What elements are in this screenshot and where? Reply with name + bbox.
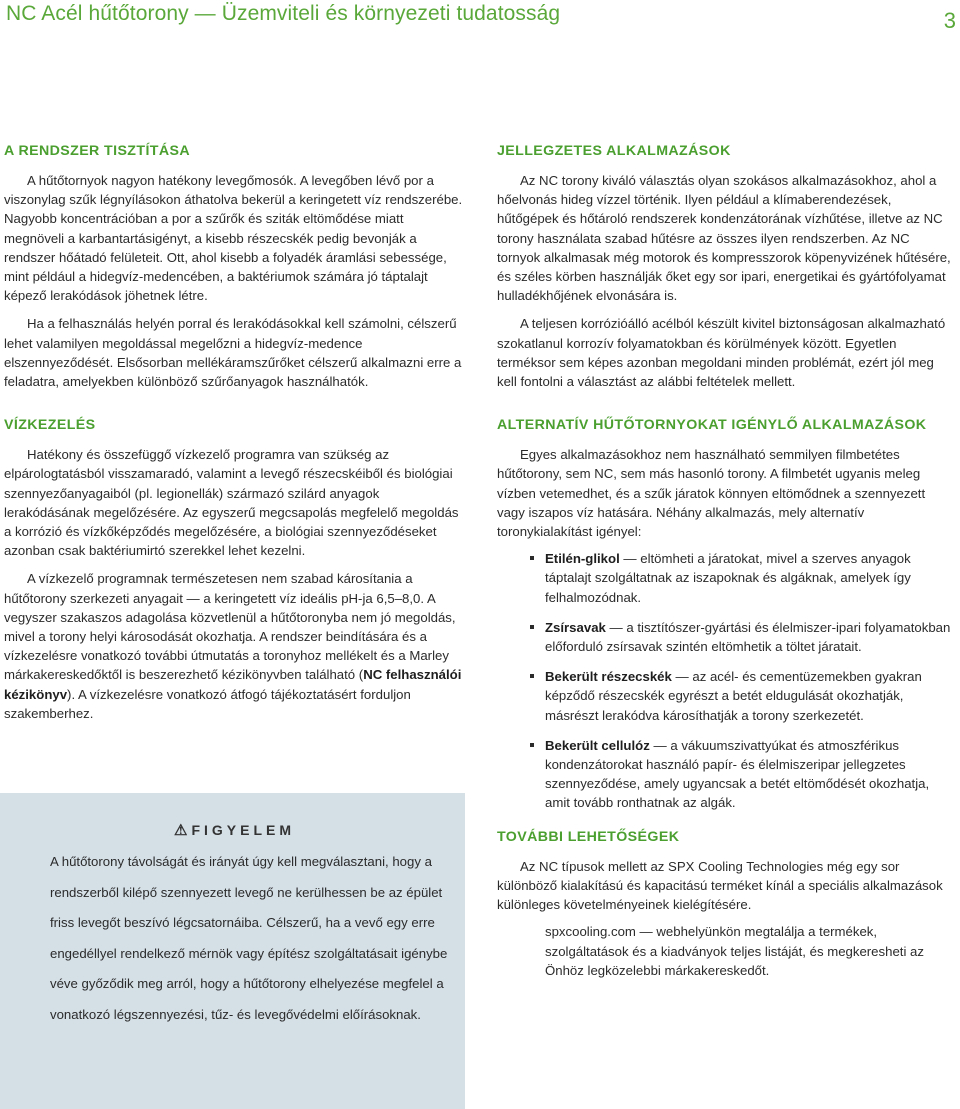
website-paragraph — [545, 922, 955, 980]
warning-text: A hűtőtorony távolságát és irányát úgy kell megválasztani, hogy a rendszerből kilépő szennyezett levegő ne kerülhessen be az épület friss levegőt beszívó légcsatornáiba. Célszerű, ha a vevő egy erre engedéllyel rendelkező mérnök vagy építész szolgáltatásait igénybe véve győződik meg arról, hogy a hűtőtorony elhelyezése megfelel a vonatkozó légszennyezési, tűz- és levegővédelmi előírásoknak. — [50, 854, 448, 1022]
paragraph: A teljesen korrózióálló acélból készült kivitel biztonságosan alkalmazható szokatlanul korrozív folyamatokban és körülmények között. Egyetlen terméksor sem képes azonban megoldani minden problémát, ezért jól meg kell fontolni a választást az alábbi feltételek mellett. — [497, 316, 946, 390]
right-column — [497, 141, 955, 980]
page-title: NC Acél hűtőtorony — Üzemviteli és környezeti tudatosság — [6, 2, 561, 25]
heading-water-treatment: VÍZKEZELÉS — [4, 417, 96, 434]
list-item-term: Etilén-glikol — [545, 551, 620, 567]
paragraph: A hűtőtornyok nagyon hatékony levegőmosók. A levegőben lévő por a viszonylag szűk légnyílásokon áthatolva bekerül a keringetett víz rendszerébe. Nagyobb koncentrációban a por a szűrők és sziták eltömődése miatt megnöveli a karbantartásigényt, a kisebb részecskék pedig bevonják a rendszer hőátadó felületeit. Ott, ahol kisebb a folyadék áramlási sebessége, mint például a hidegvíz-medencében, a baktériumok számára jó táptalajt képező lerakódások jöhetnek létre. — [4, 173, 463, 304]
paragraph: Hatékony és összefüggő vízkezelő programra van szükség az elpárologtatásból visszamaradó, valamint a levegő részecskéiből és biológiai szennyezőanyagaiból (pl. legionellák) származó szilárd anyagok lerakódásának megelőzésére. Az egyszerű megcsapolás megfelelő megoldás a korrózió és vízkőképződés megelőzésére, a biológiai szennyeződéseket azonban csak baktériumirtó szerekkel lehet kezelni. — [4, 447, 459, 559]
list-item-term: Bekerült cellulóz — [545, 737, 650, 753]
manual-reference: NC felhasználói kézikönyv — [4, 667, 462, 702]
website-text: — webhelyünkön megtalálja a termékek, szolgáltatások és a kiadványok teljes listáját, és megkeresheti az Önhöz legközelebbi márkakereskedőt. — [545, 924, 924, 978]
list-item-text: — az acél- és cementüzemekben gyakran képződő részecskék egyrészt a betét eldugulását okozhatják, másrészt lerakódva károsíthatják a torony szerkezetét. — [545, 669, 922, 723]
paragraph: Egyes alkalmazásokhoz nem használható semmilyen filmbetétes hűtőtorony, sem NC, sem más hasonló torony. A filmbetét ugyanis meleg vízben vetemedhet, és a szűk járatok könnyen eltömődnek a szennyezett vagy iszapos víz hatására. Néhány alkalmazás, mely alternatív toronykialakítást igényel: — [497, 447, 926, 540]
list-item — [545, 736, 955, 813]
left-column — [4, 141, 464, 723]
list-item-term: Bekerült részecskék — [545, 669, 672, 685]
website-link[interactable]: spxcooling.com — [545, 924, 636, 940]
page-number: 3 — [943, 8, 956, 33]
heading-system-cleaning: A RENDSZER TISZTÍTÁSA — [4, 143, 191, 159]
warning-icon: ⚠ — [174, 822, 188, 839]
paragraph-text: A vízkezelő programnak természetesen nem szabad károsítania a hűtőtorony szerkezeti anyagait — a keringetett víz ideális pH-ja 6,5–8,0. A vegyszer szakaszos adagolása közvetlenül a hűtőtoronyba nem jó megoldás, mivel a torony helyi károsodását okozhatja. A rendszer beindítására és a vízkezelésre vonatkozó további útmutatás a toronyhoz mellékelt és a Marley márkakereskedőktől is beszerezhető kézikönyvben található ( — [4, 571, 456, 683]
paragraph-text: ). A vízkezelésre vonatkozó átfogó tájékoztatásért forduljon szakemberhez. — [4, 686, 411, 721]
warning-box — [0, 793, 465, 1109]
heading-further-options: TOVÁBBI LEHETŐSÉGEK — [497, 828, 680, 845]
list-item — [545, 667, 955, 725]
warning-title — [174, 821, 295, 839]
page-header — [0, 0, 960, 33]
list-item-text: — eltömheti a járatokat, mivel a szerves anyagok táptalajt szolgáltatnak az iszapoknak és algáknak, amelyek így felhalmozódnak. — [545, 551, 911, 605]
list-item-text: — a vákuumszivattyúkat és atmoszférikus kondenzátorokat használó papír- és élelmiszeripar jellegzetes szennyeződése, amely ugyancsak a betét eltömődését okozhatja, amit tovább ronthatnak az algák. — [545, 737, 930, 811]
list-item-term: Zsírsavak — [545, 619, 606, 635]
paragraph — [4, 569, 464, 723]
list-item — [545, 618, 955, 656]
list-item-text: — a tisztítószer-gyártási és élelmiszer-ipari folyamatokban előforduló zsírsavak szintén eltömhetik a töltet járatait. — [545, 619, 951, 655]
paragraph: Az NC torony kiváló választás olyan szokásos alkalmazásokhoz, ahol a hőelvonás hideg vízzel történik. Ilyen például a klímaberendezések, hűtőgépek és hőtároló rendszerek kondenzátorának vízhűtése, illetve az NC torony használata szabad hűtésre az összes ilyen rendszerben. Az NC tornyok alkalmasak még motorok és kompresszorok köpenyvizének hűtésére, és széles körben használják őket egy sor ipari, energetikai és gyártófolyamat hulladékhőjének elvonására is. — [497, 173, 951, 304]
warning-title-text: FIGYELEM — [191, 822, 296, 838]
paragraph: Ha a felhasználás helyén porral és lerakódásokkal kell számolni, célszerű lehet valamilyen megoldással megelőzni a hidegvíz-medence elszennyeződését. Elsősorban mellékáramszűrőket célszerű alkalmazni erre a feladatra, amelyekben különböző szűrőanyagok használhatók. — [4, 316, 462, 390]
heading-alternative-applications: ALTERNATÍV HŰTŐTORNYOKAT IGÉNYLŐ ALKALMAZÁSOK — [497, 417, 927, 434]
paragraph: Az NC típusok mellett az SPX Cooling Technologies még egy sor különböző kialakítású és kapacitású terméket kínál a speciális alkalmazások különleges követelményeinek kielégítésére. — [497, 858, 943, 913]
list-item — [545, 549, 955, 607]
application-list — [497, 549, 955, 812]
heading-typical-applications: JELLEGZETES ALKALMAZÁSOK — [497, 143, 731, 159]
